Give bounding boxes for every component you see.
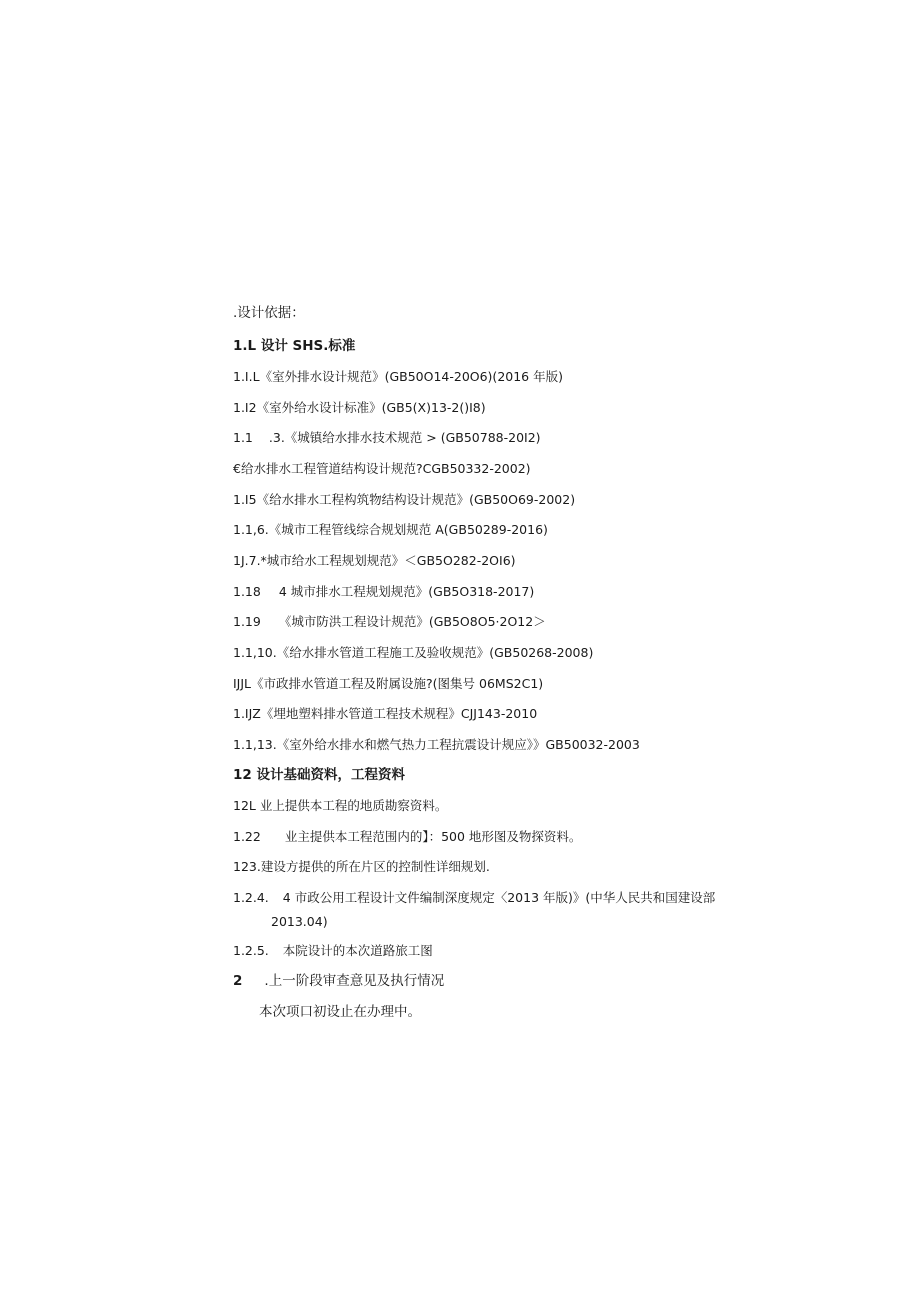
item-text: .3.《城镇给水排水技术规范 > (GB50788-20I2): [268, 430, 541, 445]
standard-item: [233, 430, 541, 446]
standard-item: [233, 369, 563, 385]
item-text: 业主提供本工程范围内的】：500 地形图及物探资料。: [284, 829, 582, 844]
item-number: 1.I5: [233, 492, 257, 507]
standard-item: [233, 400, 486, 416]
section-title-basic-materials: [233, 767, 405, 783]
item-number: 1.2.5.: [233, 943, 269, 958]
item-number: 1.1,13.: [233, 737, 277, 752]
material-item-continuation: 2013.04): [271, 914, 328, 929]
section-number: 2: [233, 973, 243, 989]
item-number: 1.I2: [233, 400, 257, 415]
item-number: IJJL: [233, 676, 252, 691]
item-number: 1.18: [233, 584, 261, 599]
item-number: 12L: [233, 798, 256, 813]
section-body-text: 本次项口初设止在办理中。: [259, 1004, 421, 1020]
item-text: 《室外给水设计标准》(GB5(X)13-2()I8): [256, 400, 486, 415]
item-number: 1.I.L: [233, 369, 260, 384]
item-number: 1J.7.: [233, 553, 261, 568]
standard-item: [233, 737, 640, 753]
item-text: 建设方提供的所在片区的控制性详细规划.: [260, 859, 490, 874]
item-number: 1.2.4.: [233, 890, 269, 905]
standard-item: [233, 676, 543, 692]
item-text: 业上提供本工程的地质勘察资料。: [259, 798, 448, 813]
item-number: 1.22: [233, 829, 261, 844]
item-text: 《城市防洪工程设计规范》(GB5O8O5·2O12＞: [278, 614, 546, 629]
standard-item: [233, 522, 548, 538]
standard-item: [233, 461, 531, 477]
material-item: [233, 943, 433, 959]
standard-item: [233, 553, 516, 569]
item-text: 《埋地塑料排水管道工程技术规程》CJJ143-2010: [260, 706, 538, 721]
section-title-text: 12 设计基础资料，工程资料: [233, 767, 405, 783]
item-number: 1.19: [233, 614, 261, 629]
item-number: 1.1: [233, 430, 253, 445]
item-text: 本院设计的本次道路旅工图: [282, 943, 433, 958]
section-title-text: .上一阶段审查意见及执行情况: [264, 973, 445, 989]
item-number: 123.: [233, 859, 261, 874]
section-title-design-standards: 1.L 设计 SHS.标准: [233, 338, 356, 354]
item-text: 《给水排水管道工程施工及验收规范》(GB50268-2008): [276, 645, 594, 660]
standard-item: [233, 492, 575, 508]
item-text: 《给水排水工程构筑物结构设计规范》(GB50O69-2002): [256, 492, 576, 507]
material-item: [233, 859, 490, 875]
material-item: [233, 890, 715, 906]
standard-item: [233, 645, 593, 661]
item-text: 《室外给水排水和燃气热力工程抗震设计规应》》GB50032-2003: [276, 737, 640, 752]
item-text: 4 城市排水工程规划规范》(GB5O318-2017): [278, 584, 535, 599]
item-number: 1.IJZ: [233, 706, 261, 721]
item-number: 1.1,6.: [233, 522, 269, 537]
item-text: 《市政排水管道工程及附属设施?(图集号 06MS2C1): [251, 676, 544, 691]
item-text: 《室外排水设计规范》(GB50O14-20O6)(2016 年版): [259, 369, 563, 384]
standard-item: [233, 584, 534, 600]
material-item: [233, 798, 447, 814]
standard-item: [233, 706, 537, 722]
section-title-review-opinions: [233, 973, 444, 989]
item-number: 1.1,10.: [233, 645, 277, 660]
standard-item: [233, 614, 546, 630]
page-heading: .设计依据：: [233, 305, 305, 321]
material-item: [233, 829, 581, 845]
item-text: *城市给水工程规划规范》＜GB5O282-2OI6): [260, 553, 516, 568]
item-text: 4 市政公用工程设计文件编制深度规定〈2013 年版)》(中华人民共和国建设部: [282, 890, 716, 905]
item-text: €给水排水工程管道结构设计规范?CGB50332-2002): [233, 461, 531, 476]
item-text: 《城市工程管线综合规划规范 A(GB50289-2016): [268, 522, 548, 537]
